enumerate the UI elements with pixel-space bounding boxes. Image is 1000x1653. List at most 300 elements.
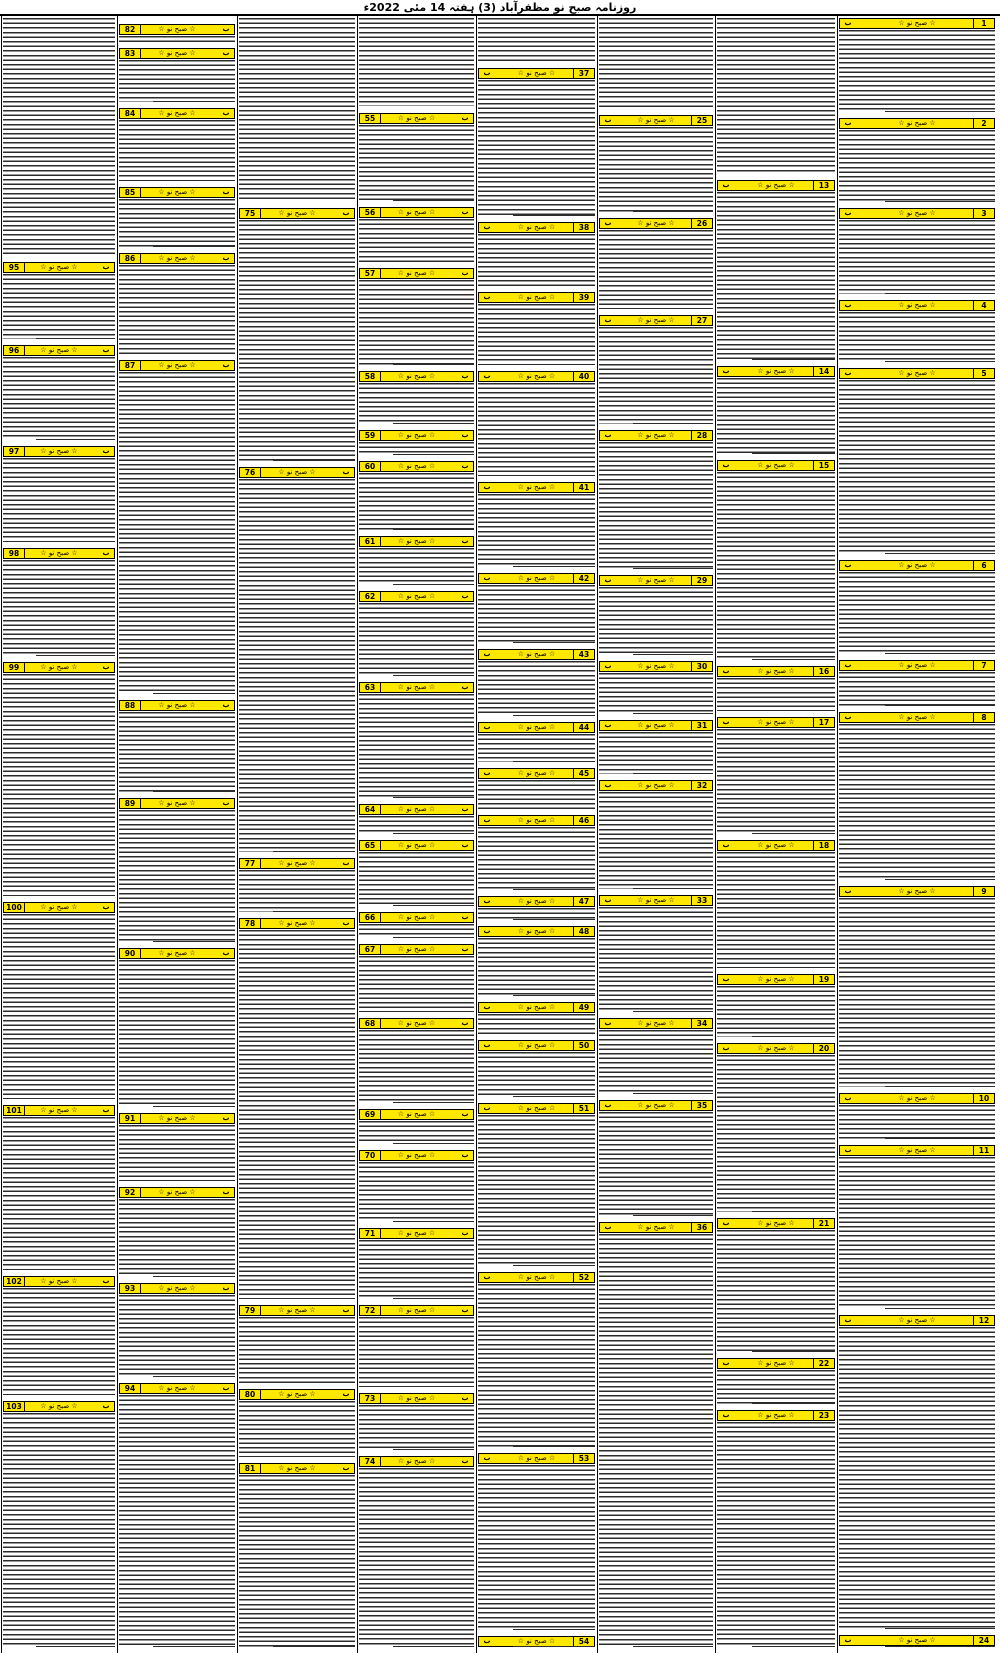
ad-header-mark: ب [844,713,852,721]
classified-ad [358,1456,475,1652]
ad-header-bar [599,1018,713,1029]
classified-ad [358,461,475,535]
ad-header-title: ☆ صبح نو ☆ [158,254,196,262]
ad-header-mark: ب [483,650,491,658]
ad-header-mark: ب [222,1188,230,1196]
ad-body-last-line [513,1096,595,1098]
ad-header-bar [599,1222,713,1233]
ad-text-continuation [477,16,596,66]
ad-body-last-line [393,1298,474,1300]
ad-header-title: ☆ صبح نو ☆ [637,721,675,729]
ad-header-mark: ب [102,346,110,354]
ad-header-bar [119,1113,235,1124]
ad-body-last-line [885,879,995,881]
ad-header-bar [239,1305,355,1316]
ad-body-text [359,473,474,535]
ad-body-last-line [633,1093,713,1095]
ad-body-text [239,930,355,1304]
ad-number: 88 [119,701,141,710]
ad-body-last-line [633,1011,713,1013]
ad-body-last-line [153,791,235,793]
ad-body-text [359,694,474,803]
ad-number: 61 [359,537,381,546]
ad-number: 9 [973,887,995,896]
ad-header-mark: ب [461,1229,469,1237]
ad-header-bar [717,840,835,851]
ad-number: 95 [3,263,25,272]
ad-number: 97 [3,447,25,456]
ad-number: 74 [359,1457,381,1466]
ad-body-text [359,956,474,1017]
ad-header-mark: ب [483,69,491,77]
ad-body-last-line [153,1646,235,1648]
ad-body-text [839,1327,995,1634]
ad-body-text [478,1052,595,1102]
ad-header-bar [119,1283,235,1294]
classified-ad [838,18,996,117]
classified-ad [118,948,236,1112]
classified-ad [477,1636,596,1652]
ad-header-bar [717,1410,835,1421]
ad-body-last-line [513,889,595,891]
ad-header-title: ☆ صبح نو ☆ [397,462,436,470]
ad-header-bar [478,292,595,303]
ad-header-bar [599,1100,713,1111]
ad-header-title: ☆ صبح نو ☆ [898,19,936,27]
ad-header-title: ☆ صبح نو ☆ [397,208,436,216]
ad-number: 81 [239,1464,261,1473]
ad-header-mark: ب [844,1146,852,1154]
ad-header-title: ☆ صبح نو ☆ [757,367,795,375]
ad-header-bar [839,712,995,723]
ad-body-last-line [513,1446,595,1448]
ad-header-bar [359,1018,474,1029]
ad-header-title: ☆ صبح نو ☆ [637,576,675,584]
ad-body-last-line [393,529,474,531]
ad-header-title: ☆ صبح نو ☆ [898,887,936,895]
ad-header-bar [3,446,115,457]
ad-header-mark: ب [222,109,230,117]
classified-ad [838,1315,996,1634]
ad-header-mark: ب [222,188,230,196]
ad-number: 94 [119,1384,141,1393]
ad-number: 70 [359,1151,381,1160]
ad-body-last-line [633,773,713,775]
ad-header-mark: ب [102,1402,110,1410]
ad-header-title: ☆ صبح نو ☆ [757,181,795,189]
ad-body-text [717,1422,835,1652]
classified-ad [2,548,116,661]
ad-body-text [359,924,474,943]
ad-number: 28 [691,431,713,440]
ad-header-mark: ب [342,1306,350,1314]
ad-body-last-line [393,905,474,907]
ad-body-last-line [885,201,995,203]
ad-body-text [119,265,235,359]
classified-ad [477,896,596,925]
ad-number: 42 [573,574,595,583]
ad-body-text [839,312,995,367]
ad-body-text [3,458,115,547]
ad-header-title: ☆ صبح نو ☆ [517,372,556,380]
ad-number: 99 [3,663,25,672]
ad-header-bar [839,118,995,129]
ad-header-mark: ب [461,462,469,470]
ad-body-text [839,898,995,1092]
ad-header-title: ☆ صبح نو ☆ [158,1384,196,1392]
ad-header-bar [359,1305,474,1316]
classified-ad [358,113,475,206]
classified-ad [477,222,596,291]
ad-header-mark: ب [483,293,491,301]
ad-header-bar [478,1103,595,1114]
ad-header-mark: ب [844,209,852,217]
ad-number: 23 [813,1411,835,1420]
ad-header-title: ☆ صبح نو ☆ [158,25,196,33]
ad-header-title: ☆ صبح نو ☆ [40,903,78,911]
ad-body-text [239,1317,355,1388]
classified-ad [598,720,714,779]
ad-number: 87 [119,361,141,370]
ad-number: 6 [973,561,995,570]
classified-ad [477,292,596,370]
ad-header-title: ☆ صبح نو ☆ [898,1146,936,1154]
ad-header-title: ☆ صبح نو ☆ [637,219,675,227]
ad-header-bar [119,700,235,711]
ad-body-text [717,378,835,459]
ad-header-bar [478,1040,595,1051]
ad-body-text [599,907,713,1017]
ad-header-mark: ب [483,723,491,731]
classified-ad [358,1150,475,1227]
ad-body-text [359,852,474,911]
ad-header-title: ☆ صبح نو ☆ [898,369,936,377]
ad-body-text [478,908,595,925]
ad-header-mark: ب [483,897,491,905]
ad-header-title: ☆ صبح نو ☆ [397,269,436,277]
ad-body-text [599,127,713,217]
ad-number: 4 [973,301,995,310]
ad-number: 73 [359,1394,381,1403]
ad-number: 44 [573,723,595,732]
ad-number: 18 [813,841,835,850]
classified-ad [598,1222,714,1652]
ad-number: 56 [359,208,381,217]
ad-number: 47 [573,897,595,906]
ad-number: 12 [973,1316,995,1325]
ad-header-bar [478,482,595,493]
ad-header-title: ☆ صبح نو ☆ [40,663,78,671]
ad-body-text [478,304,595,370]
ad-number: 69 [359,1110,381,1119]
ad-body-last-line [393,1646,474,1648]
ad-number: 19 [813,975,835,984]
ad-number: 46 [573,816,595,825]
ad-header-bar [599,315,713,326]
classified-ad [2,902,116,1104]
ad-header-mark: ب [483,483,491,491]
ad-body-text [3,914,115,1104]
ad-body-last-line [273,1298,355,1300]
ad-header-title: ☆ صبح نو ☆ [757,1359,795,1367]
ad-header-title: ☆ صبح نو ☆ [397,372,436,380]
ad-header-title: ☆ صبح نو ☆ [158,188,196,196]
ad-header-title: ☆ صبح نو ☆ [517,293,556,301]
ad-header-mark: ب [461,208,469,216]
ad-number: 72 [359,1306,381,1315]
ad-body-text [478,494,595,572]
ad-number: 53 [573,1454,595,1463]
ad-header-title: ☆ صبح نو ☆ [397,431,436,439]
ad-header-mark: ب [483,927,491,935]
ad-body-text [359,1405,474,1455]
ad-body-last-line [885,111,995,113]
classified-ad [358,944,475,1017]
classified-ad [358,912,475,943]
ad-body-text [359,603,474,681]
ad-header-title: ☆ صبح نو ☆ [637,781,675,789]
classified-ad [238,1305,356,1388]
classified-ad [238,1389,356,1462]
ad-header-title: ☆ صبح نو ☆ [898,119,936,127]
classified-ad [358,430,475,460]
ad-body-last-line [36,655,115,657]
ad-number: 38 [573,223,595,232]
ad-body-last-line [393,454,474,456]
ad-header-bar [3,548,115,559]
ad-header-title: ☆ صبح نو ☆ [40,1277,78,1285]
ad-header-mark: ب [102,1106,110,1114]
ad-number: 8 [973,713,995,722]
classified-ad [716,840,836,973]
ad-header-title: ☆ صبح نو ☆ [517,1104,556,1112]
ad-body-last-line [513,808,595,810]
classified-ad [118,24,236,47]
ad-body-last-line [393,1011,474,1013]
ad-header-title: ☆ صبح نو ☆ [397,592,436,600]
classified-ad [716,180,836,365]
ad-body-last-line [393,1449,474,1451]
ad-body-last-line [752,1036,835,1038]
ad-header-title: ☆ صبح نو ☆ [898,661,936,669]
classified-ad [477,1272,596,1452]
ad-number: 5 [973,369,995,378]
ad-body-last-line [752,710,835,712]
ad-body-last-line [153,1376,235,1378]
classified-ad [477,768,596,814]
ad-body-text [3,1288,115,1400]
ad-header-bar [839,1315,995,1326]
ad-body-text [119,199,235,252]
ad-body-last-line [633,888,713,890]
ad-header-bar [839,560,995,571]
ad-body-last-line [273,911,355,913]
ad-body-last-line [273,1382,355,1384]
ad-body-last-line [633,654,713,656]
ad-header-bar [359,912,474,923]
ad-header-mark: ب [844,369,852,377]
ad-number: 64 [359,805,381,814]
ad-body-text [359,1162,474,1227]
ad-header-bar [478,1002,595,1013]
ad-header-bar [3,902,115,913]
ad-header-title: ☆ صبح نو ☆ [397,1019,436,1027]
ad-header-bar [359,1456,474,1467]
ad-body-last-line [153,941,235,943]
ad-text-continuation [716,16,836,178]
ad-number: 96 [3,346,25,355]
ad-body-text [239,1401,355,1462]
ad-body-last-line [885,1086,995,1088]
ad-body-text [119,810,235,947]
ad-header-bar [478,926,595,937]
page-masthead [0,0,1000,16]
classified-ad [838,368,996,559]
ad-body-text [3,1413,115,1652]
ad-number: 30 [691,662,713,671]
classified-ad [118,700,236,797]
ad-header-bar [599,430,713,441]
ad-header-title: ☆ صبح نو ☆ [517,1637,556,1645]
ad-body-text [359,1030,474,1108]
ad-header-title: ☆ صبح نو ☆ [637,116,675,124]
ad-header-bar [359,804,474,815]
ad-header-bar [119,187,235,198]
ad-number: 100 [3,903,25,912]
ad-header-title: ☆ صبح نو ☆ [517,1003,556,1011]
ad-header-mark: ب [461,913,469,921]
ad-header-title: ☆ صبح نو ☆ [40,346,78,354]
ad-header-mark: ب [483,1041,491,1049]
ad-header-bar [359,840,474,851]
ad-body-text [599,792,713,894]
ad-body-last-line [36,895,115,897]
ad-header-bar [119,1187,235,1198]
classified-ad [838,300,996,367]
ad-header-title: ☆ صبح نو ☆ [397,1306,436,1314]
ad-header-mark: ب [102,549,110,557]
ad-body-text [359,1121,474,1149]
ad-header-title: ☆ صبح نو ☆ [278,468,316,476]
ad-header-title: ☆ صبح نو ☆ [397,114,436,122]
ad-number: 101 [3,1106,25,1115]
ad-header-title: ☆ صبح نو ☆ [517,927,556,935]
classified-ad [358,1228,475,1304]
ad-header-title: ☆ صبح نو ☆ [158,1284,196,1292]
ad-body-last-line [153,180,235,182]
classified-ad [358,536,475,590]
ad-header-title: ☆ صبح نو ☆ [158,1114,196,1122]
ad-header-mark: ب [483,1273,491,1281]
classified-ad [2,262,116,344]
ad-number: 48 [573,927,595,936]
ad-header-bar [359,1109,474,1120]
column-rule [237,16,238,1653]
ad-header-title: ☆ صبح نو ☆ [637,431,675,439]
ad-header-bar [3,1401,115,1412]
ad-header-title: ☆ صبح نو ☆ [158,109,196,117]
ad-header-bar [119,253,235,264]
classified-ad [2,345,116,445]
ad-header-mark: ب [461,114,469,122]
ad-body-last-line [36,439,115,441]
ad-number: 31 [691,721,713,730]
ad-number: 34 [691,1019,713,1028]
ad-number: 24 [973,1636,995,1645]
ad-header-mark: ب [844,119,852,127]
ad-header-bar [478,1453,595,1464]
ad-body-last-line [393,261,474,263]
ad-body-last-line [393,797,474,799]
ad-body-last-line [36,1394,115,1396]
ad-header-bar [359,1228,474,1239]
ad-header-bar [359,682,474,693]
ad-header-mark: ب [604,219,612,227]
ad-number: 1 [973,19,995,28]
ad-header-title: ☆ صبح نو ☆ [637,316,675,324]
classified-ad [598,575,714,660]
ad-body-last-line [885,1628,995,1630]
ad-body-text [599,1234,713,1652]
classified-ad [118,1383,236,1652]
ad-number: 90 [119,949,141,958]
ad-header-mark: ب [844,661,852,669]
ad-number: 93 [119,1284,141,1293]
ad-body-text [599,1030,713,1099]
ad-body-last-line [36,1646,115,1648]
ad-number: 25 [691,116,713,125]
ad-header-title: ☆ صبح نو ☆ [278,1306,316,1314]
ad-body-last-line [513,1646,595,1648]
column-5 [358,16,475,1653]
classified-ad [358,1393,475,1455]
classified-ad [2,446,116,547]
ad-body-text [839,724,995,885]
ad-number: 98 [3,549,25,558]
ad-header-mark: ب [604,431,612,439]
classified-ad [477,68,596,221]
ad-number: 22 [813,1359,835,1368]
ad-number: 78 [239,919,261,928]
ad-number: 37 [573,69,595,78]
ad-body-last-line [752,1646,835,1648]
ad-body-last-line [393,1102,474,1104]
classified-ad [716,460,836,665]
ad-header-mark: ب [461,592,469,600]
classified-ad [118,108,236,186]
ad-header-bar [717,1358,835,1369]
ad-body-last-line [885,1138,995,1140]
ad-text-continuation [358,16,475,111]
ad-number: 102 [3,1277,25,1286]
ad-body-last-line [885,553,995,555]
classified-ad [598,661,714,719]
ad-header-title: ☆ صبح نو ☆ [517,769,556,777]
classified-ad [358,1305,475,1392]
ad-body-last-line [393,584,474,586]
ad-header-title: ☆ صبح نو ☆ [517,1041,556,1049]
ad-header-mark: ب [604,116,612,124]
ad-header-mark: ب [604,1101,612,1109]
ad-number: 80 [239,1390,261,1399]
ad-number: 17 [813,718,835,727]
ad-header-mark: ب [222,254,230,262]
ad-header-mark: ب [222,949,230,957]
ad-body-text [478,18,595,66]
ad-body-text [119,712,235,797]
ad-header-title: ☆ صبح نو ☆ [397,1151,436,1159]
classified-ad [477,926,596,1001]
